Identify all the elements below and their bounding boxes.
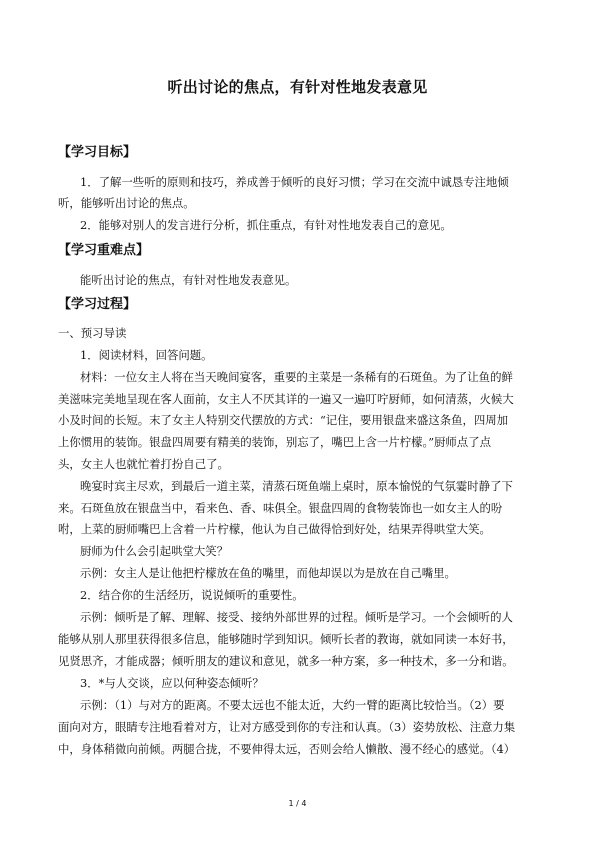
example-3-line-1: 示例：（1）与对方的距离。不要太远也不能太近，大约一臂的距离比较恰当。（2）要 [80, 698, 505, 712]
question-2: 2．结合你的生活经历，说说倾听的重要性。 [80, 588, 304, 602]
material-line-7: 来。石斑鱼放在银盘当中，看来色、香、味俱全。银盘四周的食物装饰也一如女主人的吩 [58, 501, 503, 515]
question-1: 1．阅读材料，回答问题。 [80, 348, 213, 362]
example-2-line-1: 示例：倾听是了解、理解、接受、接纳外部世界的过程。倾听是学习。一个会倾听的人 [80, 610, 513, 624]
goal-2: 2．能够对别人的发言进行分析，抓住重点，有针对性地发表自己的意见。 [80, 218, 452, 232]
example-3-line-2: 面向对方，眼睛专注地看着对方，让对方感受到你的专注和认真。（3）姿势放松、注意力集 [58, 720, 516, 734]
page-number: 1 / 4 [288, 799, 307, 808]
material-line-5: 头，女主人也就忙着打扮自己了。 [58, 457, 229, 471]
goal-1-line-1: 1．了解一些听的原则和技巧，养成善于倾听的良好习惯；学习在交流中诚恳专注地倾 [80, 175, 509, 189]
example-3-line-3: 中，身体稍微向前倾。两腿合拢，不要伸得太远，否则会给人懒散、漫不经心的感觉。（4） [58, 742, 516, 756]
example-2-line-3: 见贤思齐，才能成器；倾听朋友的建议和意见，就多一种方案，多一种技术，多一分和谐。 [58, 654, 514, 668]
document-title: 听出讨论的焦点，有针对性地发表意见 [167, 78, 428, 96]
difficulty-text: 能听出讨论的焦点，有针对性地发表意见。 [80, 273, 297, 287]
difficulty-heading: 【学习重难点】 [58, 243, 150, 258]
process-heading: 【学习过程】 [58, 297, 137, 312]
example-1: 示例：女主人是让他把柠檬放在鱼的嘴里，而他却误以为是放在自己嘴里。 [80, 566, 456, 580]
material-line-1: 材料：一位女主人将在当天晚间宴客，重要的主菜是一条稀有的石斑鱼。为了让鱼的鲜 [80, 370, 513, 384]
material-line-8: 咐，上菜的厨师嘴巴上含着一片柠檬，他认为自己做得恰到好处，结果弄得哄堂大笑。 [58, 522, 491, 536]
part-1-title: 一、预习导读 [58, 326, 127, 340]
ask-1: 厨师为什么会引起哄堂大笑？ [80, 544, 229, 558]
material-line-3: 小及时间的长短。末了女主人特别交代摆放的方式：“记住，要用银盘来盛这条鱼，四周加 [58, 413, 509, 427]
material-line-2: 美滋味完美地呈现在客人面前，女主人不厌其详的一遍又一遍叮咛厨师，如何清蒸，火候大 [58, 392, 514, 406]
example-2-line-2: 能够从别人那里获得很多信息，能够随时学到知识。倾听长者的教诲，就如同读一本好书， [58, 632, 514, 646]
material-line-6: 晚宴时宾主尽欢，到最后一道主菜，清蒸石斑鱼端上桌时，原本愉悦的气氛霎时静了下 [80, 479, 513, 493]
question-3: 3．*与人交谈，应以何种姿态倾听？ [80, 676, 264, 690]
goals-heading: 【学习目标】 [58, 145, 137, 160]
goal-1-line-2: 听，能够听出讨论的焦点。 [58, 196, 195, 210]
material-line-4: 上你惯用的装饰。银盘四周要有精美的装饰，别忘了，嘴巴上含一片柠檬。”厨师点了点 [58, 435, 491, 449]
